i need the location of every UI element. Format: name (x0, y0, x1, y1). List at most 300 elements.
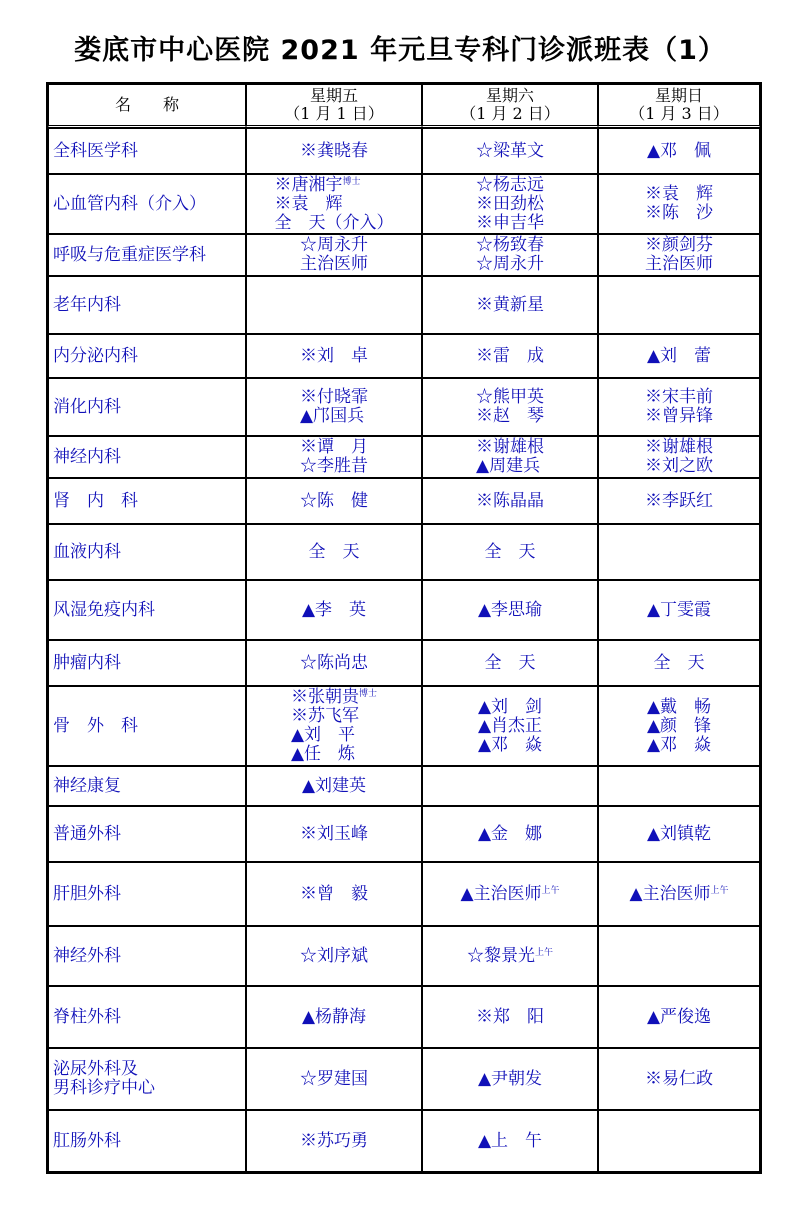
doctor-name: ▲金 娜 (477, 823, 543, 844)
department-name-line: 神经内科 (53, 446, 121, 467)
department-name-line: 骨 外 科 (53, 715, 138, 736)
doctor-entry (291, 745, 377, 764)
doctor-name: ☆杨致春 (476, 235, 544, 255)
doctor-entry (478, 698, 542, 717)
day-date: （1 月 1 日） (284, 104, 384, 123)
duty-cell (598, 524, 760, 580)
doctor-entry (291, 726, 377, 745)
duty-cell (598, 276, 760, 334)
department-name-line: 肛肠外科 (53, 1130, 121, 1151)
doctor-entry (291, 688, 377, 707)
doctor-list (647, 601, 711, 620)
department-name (48, 686, 246, 766)
duty-cell (246, 1048, 422, 1110)
doctor-name: ▲刘 蕾 (646, 345, 712, 366)
duty-cell (598, 334, 760, 378)
doctor-entry (300, 654, 368, 673)
doctor-name: ※付晓霏 (300, 387, 368, 407)
name-header: 名 称 (48, 84, 246, 128)
doctor-name: ※苏飞军 (290, 706, 359, 726)
table-row (48, 378, 760, 436)
doctor-note: 上午 (534, 947, 553, 958)
doctor-list (300, 347, 368, 366)
department-name-line: 血液内科 (53, 541, 121, 562)
doctor-entry (300, 1132, 368, 1151)
doctor-list (300, 947, 368, 966)
duty-cell (422, 640, 598, 686)
day-date: （1 月 2 日） (460, 104, 560, 123)
duty-cell (246, 986, 422, 1048)
doctor-entry (309, 543, 360, 562)
duty-cell (598, 806, 760, 862)
doctor-entry (476, 176, 544, 195)
department-name-line: 神经外科 (53, 945, 121, 966)
doctor-name: ※陈晶晶 (476, 490, 544, 511)
doctor-entry (645, 388, 713, 407)
doctor-list (647, 1008, 711, 1027)
doctor-list (645, 492, 713, 511)
doctor-name: ※颜剑芬 (645, 235, 713, 255)
doctor-list (476, 142, 544, 161)
table-row (48, 806, 760, 862)
table-row (48, 334, 760, 378)
department-name-line: 消化内科 (53, 396, 121, 417)
department-name (48, 766, 246, 806)
department-name (48, 806, 246, 862)
duty-cell (598, 174, 760, 234)
doctor-name: ▲颜 锋 (646, 715, 712, 736)
doctor-entry (476, 236, 544, 255)
doctor-entry (300, 457, 368, 476)
doctor-name: ※唐湘宇 (274, 174, 343, 195)
day-header-3 (598, 84, 760, 128)
duty-cell (598, 986, 760, 1048)
doctor-name: ▲刘镇乾 (646, 823, 712, 844)
doctor-entry (647, 347, 711, 366)
doctor-name: ▲李思瑜 (477, 599, 543, 620)
duty-cell (246, 806, 422, 862)
doctor-entry (302, 777, 366, 796)
doctor-name: ※谢雄根 (645, 437, 713, 457)
doctor-name: ※郑 阳 (476, 1006, 544, 1027)
doctor-entry (645, 457, 713, 476)
doctor-name: 全 天（介入） (274, 212, 394, 233)
doctor-name: ※雷 成 (476, 345, 544, 366)
table-row (48, 234, 760, 276)
doctor-name: ▲主治医师 (629, 883, 711, 904)
doctor-entry (647, 601, 711, 620)
duty-cell (598, 436, 760, 478)
table-row (48, 478, 760, 524)
doctor-entry (300, 438, 368, 457)
department-name-line: 全科医学科 (53, 140, 138, 161)
doctor-name: ▲主治医师 (460, 883, 542, 904)
doctor-list (654, 654, 705, 673)
doctor-entry (647, 825, 711, 844)
doctor-list (300, 885, 368, 904)
doctor-entry (645, 492, 713, 511)
doctor-list (476, 236, 544, 274)
table-row (48, 986, 760, 1048)
doctor-list (485, 654, 536, 673)
doctor-entry (647, 142, 711, 161)
doctor-list (476, 1008, 544, 1027)
doctor-entry (647, 1008, 711, 1027)
duty-cell (422, 766, 598, 806)
duty-cell (422, 806, 598, 862)
duty-cell (422, 128, 598, 174)
duty-cell (422, 1110, 598, 1172)
header-row (48, 84, 760, 128)
doctor-entry (476, 296, 544, 315)
table-row (48, 862, 760, 926)
doctor-entry (300, 388, 368, 407)
doctor-name: ※田劲松 (476, 193, 544, 214)
doctor-entry (476, 142, 544, 161)
doctor-list (302, 1008, 366, 1027)
doctor-note: 上午 (710, 885, 729, 896)
table-row (48, 276, 760, 334)
doctor-list (302, 601, 366, 620)
doctor-entry (645, 1070, 713, 1089)
doctor-name: ▲任 炼 (290, 744, 356, 764)
doctor-entry (300, 492, 368, 511)
doctor-entry (645, 236, 713, 255)
doctor-list (309, 543, 360, 562)
duty-cell (246, 926, 422, 986)
doctor-name: ☆李胜昔 (300, 456, 368, 476)
doctor-entry (478, 1132, 542, 1151)
doctor-entry (654, 654, 705, 673)
duty-cell (246, 686, 422, 766)
duty-cell (598, 1048, 760, 1110)
doctor-entry (478, 1070, 542, 1089)
doctor-name: ☆陈尚忠 (300, 652, 368, 673)
doctor-list (275, 176, 394, 233)
doctor-entry (460, 885, 559, 904)
table-row (48, 766, 760, 806)
department-name-line: 泌尿外科及 (53, 1059, 138, 1079)
duty-cell (422, 524, 598, 580)
doctor-name: ※黄新星 (476, 294, 544, 315)
doctor-list (645, 438, 713, 476)
duty-cell (422, 478, 598, 524)
doctor-name: 主治医师 (300, 254, 368, 274)
doctor-entry (476, 1008, 544, 1027)
doctor-name: 全 天 (308, 541, 360, 562)
doctor-list (460, 885, 559, 904)
doctor-note: 博士 (358, 689, 377, 699)
day-date: （1 月 3 日） (629, 104, 729, 123)
doctor-name: 全 天 (653, 652, 705, 673)
doctor-name: ※赵 琴 (476, 406, 544, 426)
doctor-list (478, 698, 542, 755)
duty-cell (598, 862, 760, 926)
doctor-entry (300, 885, 368, 904)
doctor-name: ☆陈 健 (300, 490, 368, 511)
doctor-name: 全 天 (484, 541, 536, 562)
table-row (48, 436, 760, 478)
department-name-line: 普通外科 (53, 823, 121, 844)
duty-cell (246, 580, 422, 640)
doctor-list (476, 438, 544, 476)
doctor-list (478, 825, 542, 844)
duty-cell (598, 640, 760, 686)
schedule-body (48, 84, 760, 1172)
department-name (48, 640, 246, 686)
doctor-name: ▲刘 剑 (477, 696, 543, 717)
doctor-entry (476, 492, 544, 511)
doctor-entry (647, 736, 711, 755)
department-name (48, 524, 246, 580)
doctor-name: ※宋丰前 (645, 387, 713, 407)
doctor-entry (300, 407, 368, 426)
doctor-name: ▲上 午 (477, 1130, 543, 1151)
doctor-entry (645, 255, 713, 274)
doctor-name: ☆周永升 (476, 254, 544, 274)
department-name-line: 老年内科 (53, 294, 121, 315)
doctor-name: ※曾 毅 (300, 883, 368, 904)
doctor-list (291, 688, 377, 764)
duty-cell (422, 1048, 598, 1110)
doctor-list (476, 296, 544, 315)
duty-cell (598, 234, 760, 276)
department-name (48, 986, 246, 1048)
doctor-list (300, 1132, 368, 1151)
doctor-entry (485, 543, 536, 562)
doctor-name: ▲刘 平 (290, 725, 356, 745)
doctor-list (478, 1070, 542, 1089)
doctor-entry (645, 204, 713, 223)
table-row (48, 640, 760, 686)
department-name (48, 276, 246, 334)
table-row (48, 1110, 760, 1172)
doctor-name: ※陈 沙 (645, 203, 713, 223)
doctor-name: ☆黎景光 (466, 945, 535, 966)
department-name (48, 436, 246, 478)
day-name: 星期六 (485, 86, 534, 105)
doctor-name: ▲丁雯霞 (646, 599, 712, 620)
duty-cell (598, 926, 760, 986)
duty-cell (422, 234, 598, 276)
department-name (48, 1048, 246, 1110)
duty-cell (246, 334, 422, 378)
doctor-list (302, 777, 366, 796)
doctor-entry (476, 388, 544, 407)
doctor-name: ※谢雄根 (476, 437, 544, 457)
doctor-entry (476, 214, 544, 233)
doctor-entry (478, 736, 542, 755)
department-name (48, 478, 246, 524)
department-name (48, 862, 246, 926)
doctor-name: ▲邓 焱 (646, 734, 712, 755)
doctor-list (645, 388, 713, 426)
doctor-entry (300, 347, 368, 366)
duty-cell (246, 1110, 422, 1172)
doctor-list (467, 947, 553, 966)
doctor-name: 主治医师 (645, 254, 713, 274)
duty-cell (422, 986, 598, 1048)
doctor-name: ▲李 英 (301, 599, 367, 620)
department-name (48, 128, 246, 174)
day-name: 星期五 (309, 86, 358, 105)
department-name-line: 肾 内 科 (53, 490, 138, 511)
doctor-entry (645, 185, 713, 204)
doctor-name: ▲严俊逸 (646, 1006, 712, 1027)
doctor-name: ▲杨静海 (301, 1006, 367, 1027)
duty-cell (422, 276, 598, 334)
doctor-list (647, 142, 711, 161)
department-name (48, 580, 246, 640)
doctor-name: ※刘玉峰 (300, 823, 368, 844)
doctor-entry (478, 717, 542, 736)
doctor-list (478, 601, 542, 620)
table-row (48, 580, 760, 640)
duty-cell (598, 1110, 760, 1172)
doctor-entry (300, 947, 368, 966)
duty-cell (422, 862, 598, 926)
doctor-note: 博士 (342, 176, 361, 187)
department-name-line: 肿瘤内科 (53, 652, 121, 673)
doctor-entry (476, 195, 544, 214)
doctor-list (645, 236, 713, 274)
doctor-entry (476, 407, 544, 426)
duty-cell (422, 174, 598, 234)
doctor-entry (478, 601, 542, 620)
doctor-name: ※苏巧勇 (300, 1130, 368, 1151)
doctor-list (300, 1070, 368, 1089)
department-name (48, 378, 246, 436)
doctor-name: ☆熊甲英 (476, 387, 544, 407)
duty-cell (598, 128, 760, 174)
doctor-name: ※张朝贵 (290, 687, 359, 707)
doctor-list (478, 1132, 542, 1151)
doctor-name: ※曾异锋 (645, 406, 713, 426)
doctor-list (645, 185, 713, 223)
doctor-name: ▲周建兵 (476, 456, 541, 476)
doctor-name: ☆梁革文 (476, 140, 544, 161)
department-name (48, 926, 246, 986)
doctor-name: ▲邓 佩 (646, 140, 712, 161)
doctor-name: ▲邓 焱 (477, 734, 543, 755)
department-name-line: 肝胆外科 (53, 883, 121, 904)
duty-cell (246, 174, 422, 234)
duty-cell (246, 766, 422, 806)
doctor-list (629, 885, 728, 904)
duty-cell (246, 640, 422, 686)
department-name-line: 脊柱外科 (53, 1006, 121, 1027)
doctor-name: ▲戴 畅 (646, 696, 712, 717)
duty-cell (422, 436, 598, 478)
department-name-line: 风湿免疫内科 (53, 599, 155, 620)
doctor-list (300, 388, 368, 426)
doctor-list (300, 654, 368, 673)
doctor-name: ▲刘建英 (301, 775, 367, 796)
doctor-name: ※袁 辉 (274, 193, 343, 214)
table-row (48, 686, 760, 766)
doctor-list (300, 236, 368, 274)
doctor-entry (647, 698, 711, 717)
doctor-name: ※申吉华 (476, 212, 544, 233)
doctor-name: 全 天 (484, 652, 536, 673)
doctor-entry (647, 717, 711, 736)
department-name (48, 234, 246, 276)
table-row (48, 1048, 760, 1110)
doctor-name: ☆周永升 (300, 235, 368, 255)
doctor-entry (476, 457, 544, 476)
department-name-line: 心血管内科（介入） (53, 193, 206, 214)
duty-cell (422, 334, 598, 378)
doctor-list (300, 438, 368, 476)
doctor-entry (629, 885, 728, 904)
department-name (48, 174, 246, 234)
doctor-note: 上午 (541, 885, 560, 896)
doctor-name: ※刘之欧 (645, 456, 713, 476)
doctor-entry (302, 601, 366, 620)
doctor-list (476, 492, 544, 511)
doctor-entry (275, 214, 394, 233)
table-row (48, 128, 760, 174)
table-row (48, 926, 760, 986)
duty-cell (598, 766, 760, 806)
doctor-entry (291, 707, 377, 726)
duty-cell (422, 926, 598, 986)
doctor-list (476, 388, 544, 426)
doctor-list (647, 347, 711, 366)
doctor-list (476, 176, 544, 233)
duty-cell (422, 378, 598, 436)
department-name-line: 神经康复 (53, 775, 121, 796)
doctor-entry (476, 438, 544, 457)
doctor-entry (485, 654, 536, 673)
doctor-list (300, 825, 368, 844)
doctor-name: ※谭 月 (300, 437, 368, 457)
table-row (48, 174, 760, 234)
doctor-entry (476, 255, 544, 274)
doctor-list (476, 347, 544, 366)
doctor-entry (300, 142, 368, 161)
doctor-entry (300, 236, 368, 255)
doctor-list (300, 492, 368, 511)
doctor-entry (478, 825, 542, 844)
doctor-list (300, 142, 368, 161)
doctor-name: ※易仁政 (645, 1068, 713, 1089)
doctor-list (485, 543, 536, 562)
duty-cell (246, 276, 422, 334)
department-name (48, 334, 246, 378)
doctor-entry (467, 947, 553, 966)
doctor-name: ☆罗建国 (300, 1068, 368, 1089)
duty-cell (246, 378, 422, 436)
doctor-name: ☆杨志远 (476, 174, 544, 195)
doctor-entry (275, 176, 394, 195)
duty-cell (598, 686, 760, 766)
day-name: 星期日 (654, 86, 703, 105)
duty-cell (246, 478, 422, 524)
table-row (48, 524, 760, 580)
day-header-2 (422, 84, 598, 128)
department-name (48, 1110, 246, 1172)
day-header-1 (246, 84, 422, 128)
page-title: 娄底市中心医院 2021 年元旦专科门诊派班表（1） (74, 35, 726, 66)
department-name-line: 呼吸与危重症医学科 (53, 244, 206, 265)
department-name-line: 男科诊疗中心 (53, 1078, 155, 1098)
doctor-name: ※李跃红 (645, 490, 713, 511)
duty-cell (246, 524, 422, 580)
doctor-entry (300, 825, 368, 844)
doctor-entry (645, 407, 713, 426)
doctor-name: ※袁 辉 (645, 184, 713, 204)
